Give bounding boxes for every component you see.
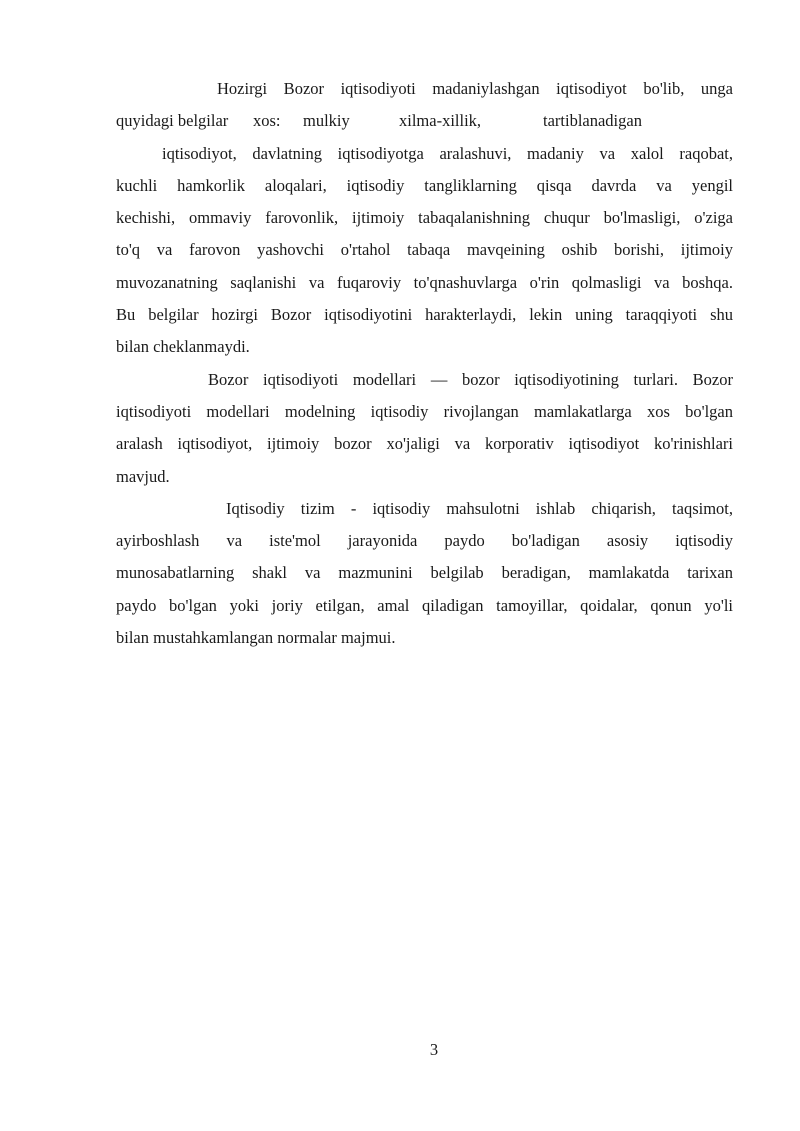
text-line: iqtisodiyoti modellari modelning iqtisodiy rivojlangan mamlakatlarga xos bo'lgan <box>116 401 733 421</box>
text-line: to'q va farovon yashovchi o'rtahol tabaqa mavqeining oshib borishi, ijtimoiy <box>116 240 733 260</box>
paragraph-3 <box>116 493 733 654</box>
text-line: muvozanatning saqlanishi va fuqaroviy to'qnashuvlarga o'rin qolmasligi va boshqa. <box>116 272 733 292</box>
text-line: paydo bo'lgan yoki joriy etilgan, amal qiladigan tamoyillar, qoidalar, qonun yo'li <box>116 595 733 615</box>
text-line <box>116 105 733 137</box>
text-fragment: xos: <box>253 111 281 131</box>
text-line: aralash iqtisodiyot, ijtimoiy bozor xo'jaligi va korporativ iqtisodiyot ko'rinishlari <box>116 434 733 454</box>
body-text <box>116 73 733 654</box>
text-line: bilan cheklanmaydi. <box>116 337 250 357</box>
text-line: iqtisodiyot, davlatning iqtisodiyotga aralashuvi, madaniy va xalol raqobat, <box>162 143 733 163</box>
text-fragment: mulkiy <box>303 111 350 131</box>
text-fragment: tartiblanadigan <box>543 111 642 131</box>
text-line: ayirboshlash va iste'mol jarayonida paydo bo'ladigan asosiy iqtisodiy <box>116 531 733 551</box>
text-line: Iqtisodiy tizim - iqtisodiy mahsulotni ishlab chiqarish, taqsimot, <box>226 498 733 518</box>
text-line: bilan mustahkamlangan normalar majmui. <box>116 628 396 648</box>
text-fragment: xilma-xillik, <box>399 111 482 131</box>
text-line: munosabatlarning shakl va mazmunini belgilab beradigan, mamlakatda tarixan <box>116 563 733 583</box>
text-line: Bu belgilar hozirgi Bozor iqtisodiyotini harakterlaydi, lekin uning taraqqiyoti shu <box>116 305 733 325</box>
text-line: mavjud. <box>116 466 170 486</box>
paragraph-2 <box>116 364 733 493</box>
text-line: Hozirgi Bozor iqtisodiyoti madaniylashgan iqtisodiyot bo'lib, unga <box>217 79 733 98</box>
text-fragment: quyidagi belgilar <box>116 111 229 131</box>
paragraph-1 <box>116 73 733 364</box>
text-line: kechishi, ommaviy farovonlik, ijtimoiy tabaqalanishning chuqur bo'lmasligi, o'ziga <box>116 208 733 228</box>
text-line: kuchli hamkorlik aloqalari, iqtisodiy tangliklarning qisqa davrda va yengil <box>116 175 733 195</box>
page-number: 3 <box>429 1040 439 1059</box>
text-line: Bozor iqtisodiyoti modellari — bozor iqtisodiyotining turlari. Bozor <box>208 369 733 389</box>
